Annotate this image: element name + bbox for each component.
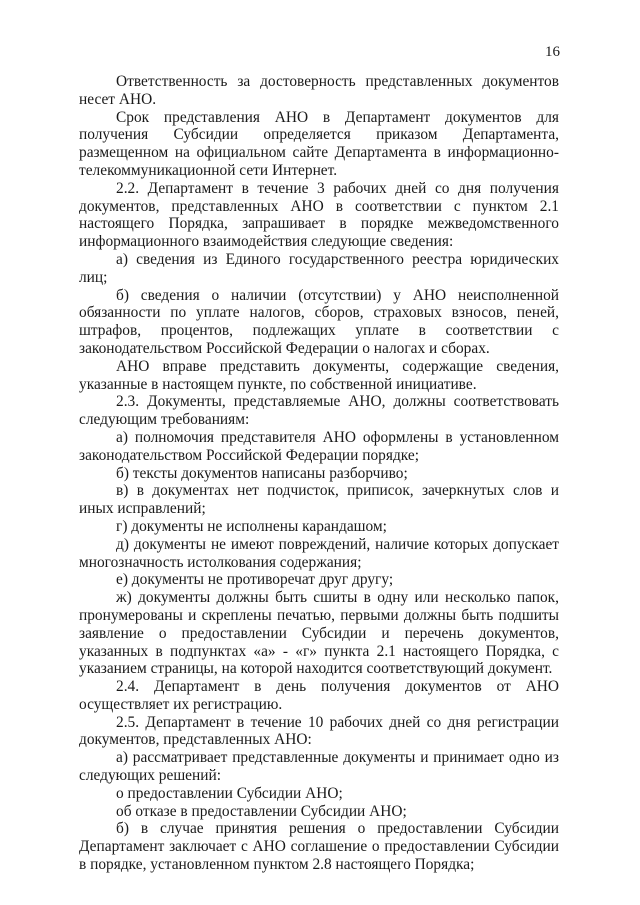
paragraph-2-2-a: а) сведения из Единого государственного реестра юридических лиц; xyxy=(79,250,559,286)
paragraph-2-2-b: б) сведения о наличии (отсутствии) у АНО неисполненной обязанности по уплате налогов, сборов, страховых взносов, пеней, штрафов, процентов, подлежащих уплате в соответствии с законодательством Российской Федерации о налогах и сборах. xyxy=(79,286,559,357)
paragraph-decision-grant: о предоставлении Субсидии АНО; xyxy=(116,784,343,802)
paragraph-responsibility: Ответственность за достоверность представленных документов несет АНО. xyxy=(79,73,559,108)
paragraph-2-4: 2.4. Департамент в день получения документов от АНО осуществляет их регистрацию. xyxy=(79,678,559,713)
paragraph-2-3-zh: ж) документы должны быть сшиты в одну или несколько папок, пронумерованы и скреплены печатью, первыми должны быть подшиты заявление о предоставлении Субсидии и перечень документов, указанных в подпунктах «а» - «г» пункта 2.1 настоящего Порядка, с указанием страницы, на которой находится соответствующий документ. xyxy=(79,589,559,678)
page-number: 16 xyxy=(545,44,560,60)
paragraph-2-3-v: в) в документах нет подчисток, приписок, зачеркнутых слов и иных исправлений; xyxy=(79,482,559,518)
paragraph-2-5-a: а) рассматривает представленные документы и принимает одно из следующих решений: xyxy=(79,749,559,785)
paragraph-submission-deadline: Срок представления АНО в Департамент документов для получения Субсидии определяется приказом Департамента, размещенном на официальном сайте Департамента в информационно-телекоммуникационной сети Интернет. xyxy=(79,108,559,179)
paragraph-2-2: 2.2. Департамент в течение 3 рабочих дней со дня получения документов, представленных АНО в соответствии с пунктом 2.1 настоящего Порядка, запрашивает в порядке межведомственного информационного взаимодействия следующие сведения: xyxy=(79,179,559,251)
paragraph-decision-refuse: об отказе в предоставлении Субсидии АНО; xyxy=(116,802,407,820)
paragraph-2-3-e: е) документы не противоречат друг другу; xyxy=(116,571,394,589)
paragraph-2-3-d: д) документы не имеют повреждений, наличие которых допускает многозначность истолкования содержания; xyxy=(79,535,559,571)
paragraph-own-initiative: АНО вправе представить документы, содержащие сведения, указанные в настоящем пункте, по собственной инициативе. xyxy=(79,357,559,393)
paragraph-2-5: 2.5. Департамент в течение 10 рабочих дней со дня регистрации документов, представленных АНО: xyxy=(79,713,559,749)
paragraph-2-5-b: б) в случае принятия решения о предоставлении Субсидии Департамент заключает с АНО соглашение о предоставлении Субсидии в порядке, установленном пунктом 2.8 настоящего Порядка; xyxy=(79,820,559,874)
paragraph-2-3-b: б) тексты документов написаны разборчиво; xyxy=(116,464,408,482)
paragraph-2-3: 2.3. Документы, представляемые АНО, должны соответствовать следующим требованиям: xyxy=(79,393,559,429)
document-body xyxy=(79,73,559,874)
paragraph-2-3-a: а) полномочия представителя АНО оформлены в установленном законодательством Российской Федерации порядке; xyxy=(79,428,559,464)
paragraph-2-3-g: г) документы не исполнены карандашом; xyxy=(116,517,387,535)
